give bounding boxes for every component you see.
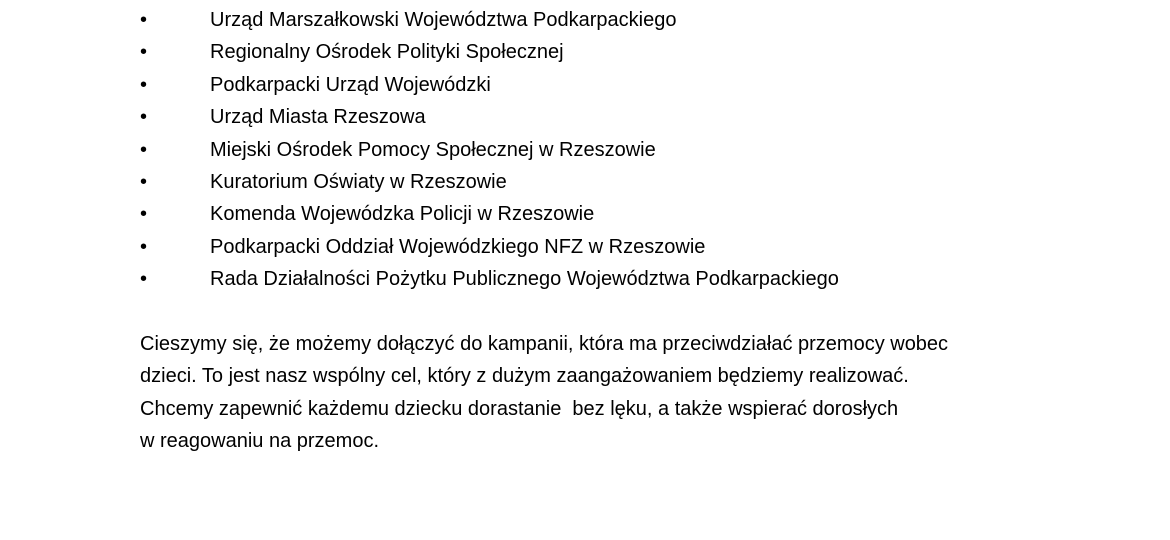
paragraph-line: w reagowaniu na przemoc. <box>140 430 380 453</box>
list-item-text: Podkarpacki Oddział Wojewódzkiego NFZ w Rzeszowie <box>210 235 706 258</box>
list-item-text: Kuratorium Oświaty w Rzeszowie <box>210 170 507 193</box>
list-item-text: Podkarpacki Urząd Wojewódzki <box>210 73 491 96</box>
body-paragraph <box>140 328 1100 458</box>
bullet-icon: • <box>140 268 148 291</box>
bullet-icon: • <box>140 9 148 31</box>
bullet-icon: • <box>140 41 148 64</box>
paragraph-line: dzieci. To jest nasz wspólny cel, który z dużym zaangażowaniem będziemy realizować. <box>140 365 909 388</box>
list-item-text: Komenda Wojewódzka Policji w Rzeszowie <box>210 203 595 226</box>
bullet-icon: • <box>140 170 148 193</box>
bullet-icon: • <box>140 73 148 96</box>
bullet-icon: • <box>140 138 148 161</box>
list-item-text: Urząd Marszałkowski Województwa Podkarpackiego <box>210 9 677 31</box>
paragraph-line: Cieszymy się, że możemy dołączyć do kampanii, która ma przeciwdziałać przemocy wobec <box>140 333 949 355</box>
list-item-text: Regionalny Ośrodek Polityki Społecznej <box>210 41 564 64</box>
bullet-icon: • <box>140 235 148 258</box>
list-item-text: Miejski Ośrodek Pomocy Społecznej w Rzeszowie <box>210 138 656 161</box>
bullet-icon: • <box>140 203 148 226</box>
list-item-text: Urząd Miasta Rzeszowa <box>210 106 426 129</box>
paragraph-line: Chcemy zapewnić każdemu dziecku dorastanie bez lęku, a także wspierać dorosłych <box>140 397 899 420</box>
list-item-text: Rada Działalności Pożytku Publicznego Województwa Podkarpackiego <box>210 268 839 291</box>
bullet-icon: • <box>140 106 148 129</box>
